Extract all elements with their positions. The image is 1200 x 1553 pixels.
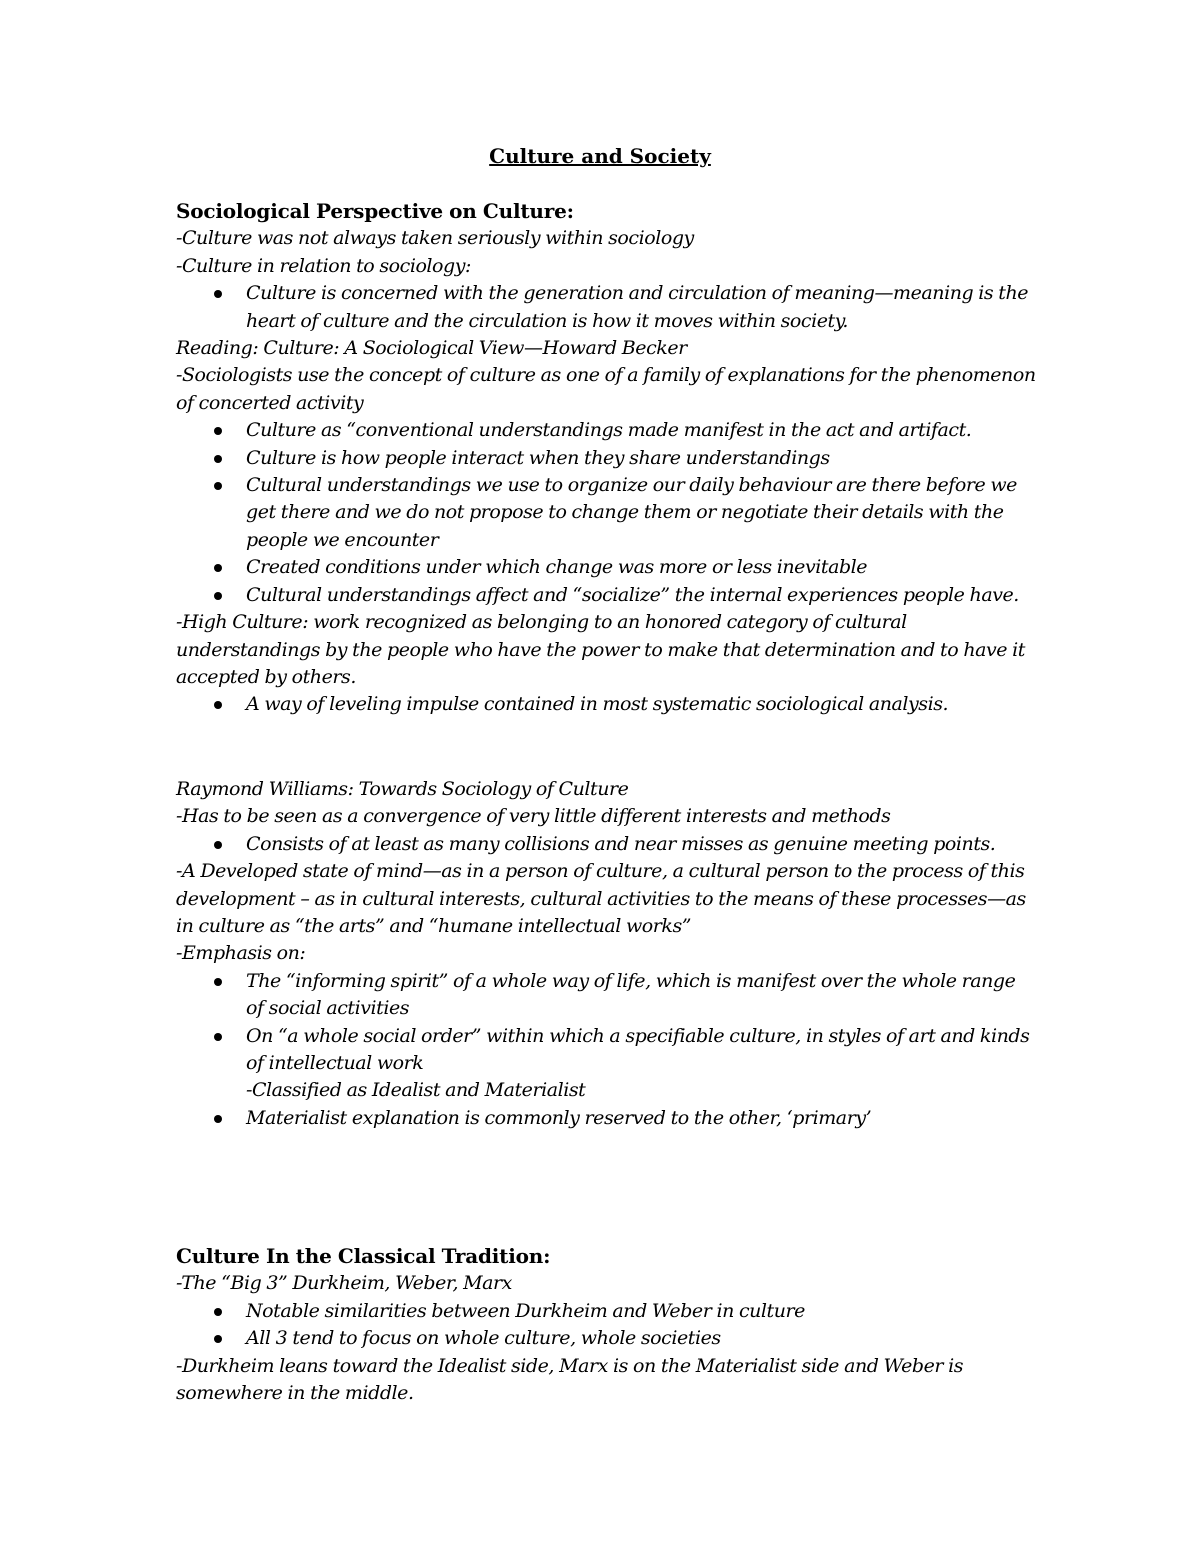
paragraph: -High Culture: work recognized as belonging to an honored category of cultural understandings by the people who have the power to make that determination and to have it accepted by others.	[176, 611, 1025, 688]
list-item	[176, 968, 1036, 1023]
bullet-icon	[214, 290, 222, 298]
bullet-icon	[214, 455, 222, 463]
bullet-icon	[214, 841, 222, 849]
bullet-icon	[214, 1115, 222, 1123]
indented-note: -Classified as Idealist and Materialist	[246, 1079, 586, 1102]
list-item	[176, 445, 1036, 472]
list-item	[176, 1325, 1036, 1352]
paragraph: -Emphasis on:	[176, 942, 306, 965]
bullet-list	[176, 1105, 1036, 1132]
bullet-icon	[214, 482, 222, 490]
list-item-text: Culture is concerned with the generation and circulation of meaning—meaning is the heart of culture and the circulation is how it moves within society.	[246, 282, 1029, 332]
bullet-list	[176, 417, 1036, 609]
list-item-text: Cultural understandings we use to organize our daily behaviour are there before we get there and we do not propose to change them or negotiate their details with the people we encounter	[246, 474, 1017, 551]
paragraph: -Culture was not always taken seriously within sociology	[176, 227, 694, 250]
list-item-text: All 3 tend to focus on whole culture, whole societies	[246, 1327, 721, 1350]
paragraph: -Has to be seen as a convergence of very little different interests and methods	[176, 805, 891, 828]
bullet-list	[176, 831, 1036, 858]
list-item-text: Created conditions under which change was more or less inevitable	[246, 556, 868, 579]
list-item	[176, 280, 1036, 335]
bullet-icon	[214, 592, 222, 600]
list-item	[176, 472, 1036, 554]
list-item-text: Materialist explanation is commonly reserved to the other, ‘primary’	[246, 1106, 872, 1129]
list-item-text: Notable similarities between Durkheim and Weber in culture	[246, 1299, 805, 1322]
paragraph: -Sociologists use the concept of culture as one of a family of explanations for the phenomenon of concerted activity	[176, 364, 1036, 414]
list-item	[176, 1298, 1036, 1325]
list-item	[176, 1023, 1036, 1078]
list-item-text: The “informing spirit” of a whole way of life, which is manifest over the whole range of social activities	[246, 969, 1016, 1020]
list-item-text: Cultural understandings affect and “socialize” the internal experiences people have.	[246, 583, 1019, 606]
bullet-icon	[214, 978, 222, 986]
section-heading: Raymond Williams: Towards Sociology of Culture	[176, 778, 629, 800]
list-item-text: Culture is how people interact when they share understandings	[246, 446, 830, 469]
bullet-list	[176, 1298, 1036, 1353]
section-raymond-williams	[176, 776, 1036, 1132]
bullet-icon	[214, 1308, 222, 1316]
list-item-text: Culture as “conventional understandings made manifest in the act and artifact.	[246, 419, 972, 442]
section-sociological-perspective	[176, 198, 1036, 719]
paragraph: -Culture in relation to sociology:	[176, 254, 471, 277]
reading-reference: Reading: Culture: A Sociological View—Howard Becker	[176, 337, 687, 360]
bullet-icon	[214, 701, 222, 709]
bullet-icon	[214, 1335, 222, 1343]
section-classical-tradition	[176, 1243, 1036, 1407]
section-heading: Sociological Perspective on Culture:	[176, 199, 574, 223]
list-item-text: Consists of at least as many collisions and near misses as genuine meeting points.	[246, 832, 996, 855]
document-title-text: Culture and Society	[489, 144, 711, 168]
document-title	[0, 143, 1200, 170]
paragraph: -Durkheim leans toward the Idealist side, Marx is on the Materialist side and Weber is somewhere in the middle.	[176, 1354, 964, 1405]
bullet-icon	[214, 1033, 222, 1041]
list-item	[176, 417, 1036, 444]
bullet-icon	[214, 427, 222, 435]
list-item	[176, 554, 1036, 581]
list-item	[176, 582, 1036, 609]
bullet-list	[176, 968, 1036, 1078]
bullet-list	[176, 280, 1036, 335]
list-item	[176, 831, 1036, 858]
section-heading: Culture In the Classical Tradition:	[176, 1244, 551, 1268]
bullet-list	[176, 691, 1036, 718]
list-item-text: A way of leveling impulse contained in most systematic sociological analysis.	[246, 693, 949, 716]
paragraph: -A Developed state of mind—as in a person of culture, a cultural person to the process of this development – as in cultural interests, cultural activities to the means of these processes—as in culture as “the arts” and “humane intellectual works”	[176, 860, 1026, 938]
list-item	[176, 1105, 1036, 1132]
bullet-icon	[214, 564, 222, 572]
list-item-text: On “a whole social order” within which a specifiable culture, in styles of art and kinds of intellectual work	[246, 1024, 1030, 1075]
paragraph: -The “Big 3” Durkheim, Weber, Marx	[176, 1272, 512, 1295]
list-item	[176, 691, 1036, 718]
